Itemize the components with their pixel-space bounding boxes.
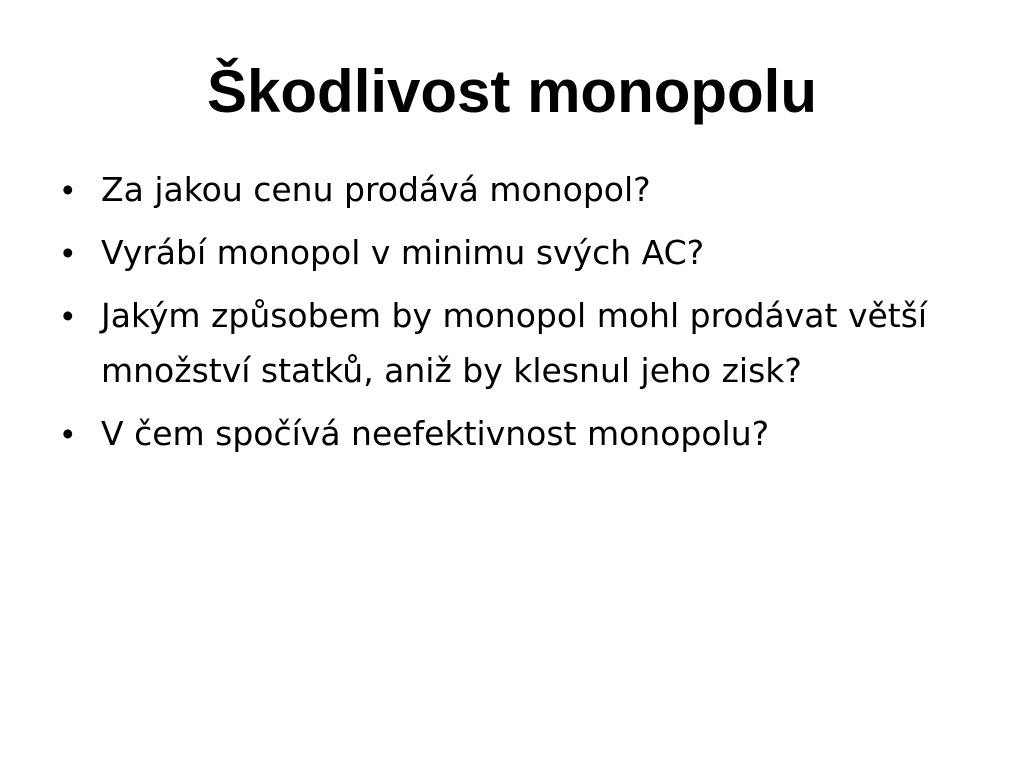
bullet-text: V čem spočívá neefektivnost monopolu? (101, 414, 770, 453)
bullet-item (56, 288, 956, 398)
bullet-dot: • (62, 234, 74, 271)
bullet-item (56, 162, 956, 217)
bullet-list (56, 162, 956, 469)
bullet-text: Za jakou cenu prodává monopol? (101, 170, 651, 209)
bullet-dot: • (62, 415, 74, 452)
bullet-dot: • (62, 171, 74, 208)
bullet-item (56, 225, 956, 280)
bullet-dot: • (62, 297, 74, 334)
bullet-text: Vyrábí monopol v minimu svých AC? (101, 233, 705, 272)
bullet-text: Jakým způsobem by monopol mohl prodávat větší množství statků, aniž by klesnul jeho zisk? (101, 296, 928, 390)
bullet-item (56, 406, 956, 461)
slide-title: Škodlivost monopolu (207, 58, 817, 125)
